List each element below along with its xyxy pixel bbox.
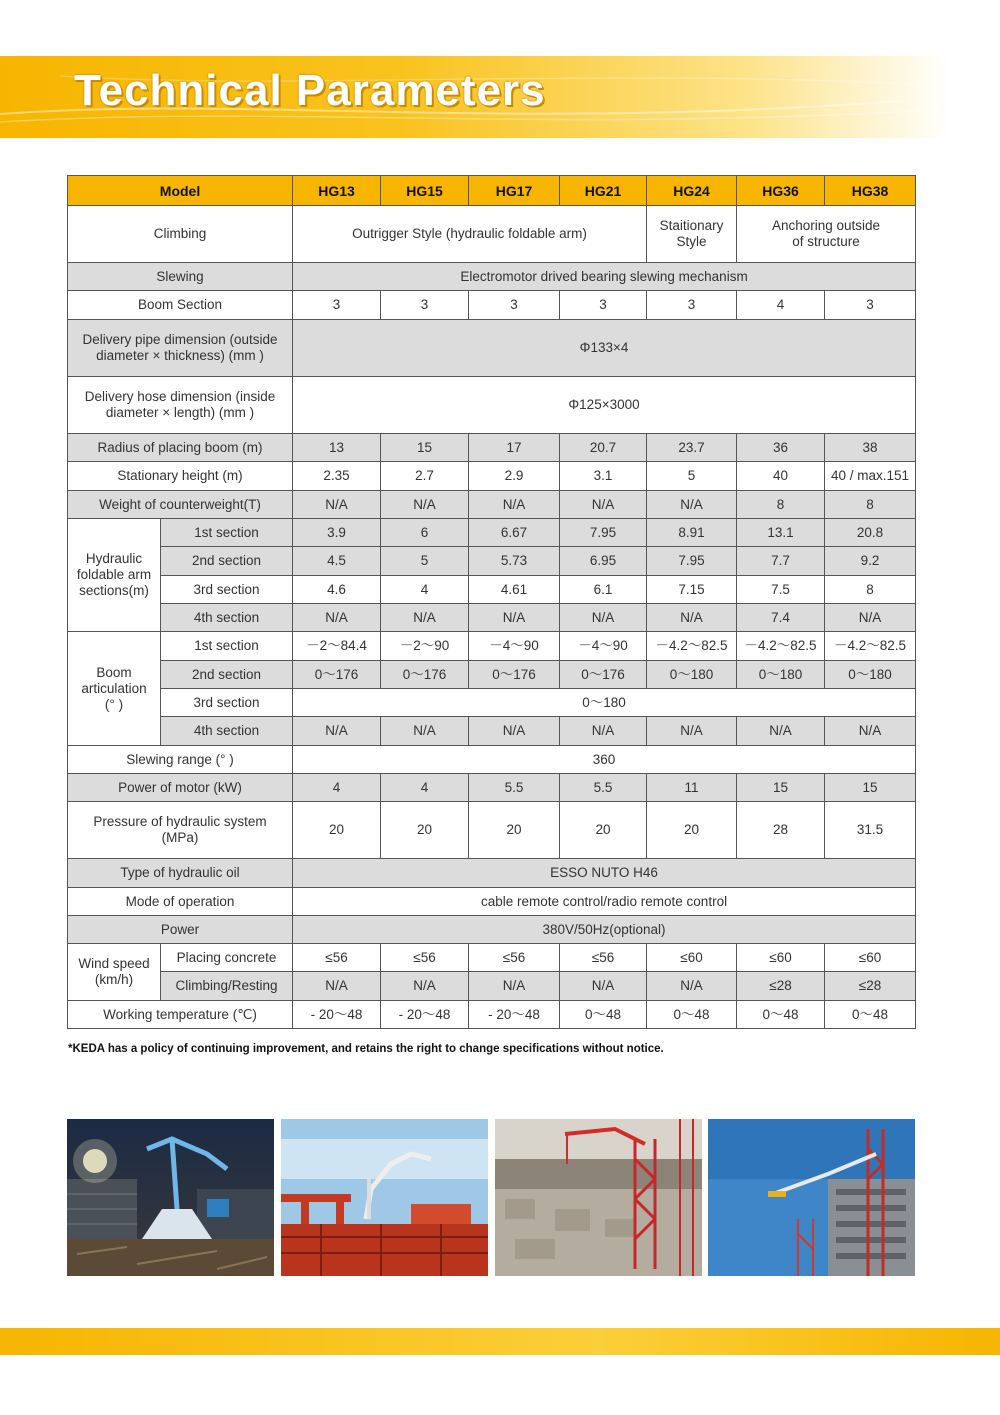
row-label: Weight of counterweight(T) bbox=[68, 491, 293, 519]
table-cell: 7.4 bbox=[737, 604, 825, 632]
table-cell: cable remote control/radio remote control bbox=[293, 888, 916, 916]
cell-line: Anchoring outside bbox=[771, 218, 881, 233]
table-cell: 15 bbox=[381, 434, 469, 462]
table-cell: Φ125×3000 bbox=[293, 377, 916, 434]
hydraulic-arm-row bbox=[68, 519, 916, 547]
row-label: Climbing bbox=[68, 206, 293, 263]
table-cell: 4.5 bbox=[293, 547, 381, 576]
climbing-row bbox=[68, 206, 916, 263]
table-cell: 0～48 bbox=[647, 1001, 737, 1029]
climbing-anchoring-cell bbox=[737, 206, 916, 263]
table-cell: Φ133×4 bbox=[293, 320, 916, 377]
row-label: 2nd section bbox=[161, 661, 293, 689]
table-cell: 23.7 bbox=[647, 434, 737, 462]
table-cell: 5 bbox=[381, 547, 469, 576]
table-cell: 8 bbox=[825, 491, 916, 519]
cell-line: Delivery hose dimension (inside bbox=[84, 389, 276, 404]
hydraulic-arm-row bbox=[68, 604, 916, 632]
table-cell: －4.2～82.5 bbox=[737, 632, 825, 661]
hydraulic-arm-group-label bbox=[68, 519, 161, 632]
cell-line: diameter × thickness) (mm ) bbox=[96, 348, 264, 363]
model-header-cell: HG15 bbox=[381, 176, 469, 206]
power-row bbox=[68, 916, 916, 944]
hydraulic-oil-row bbox=[68, 859, 916, 888]
table-cell: 0～48 bbox=[560, 1001, 647, 1029]
table-cell: 3 bbox=[381, 291, 469, 320]
table-cell: N/A bbox=[293, 972, 381, 1001]
row-label: 3rd section bbox=[161, 689, 293, 717]
row-label: Boom Section bbox=[68, 291, 293, 320]
table-cell: 7.95 bbox=[647, 547, 737, 576]
red-steel-structure-photo bbox=[281, 1119, 488, 1276]
table-cell: 3.1 bbox=[560, 462, 647, 491]
table-cell: 5.73 bbox=[469, 547, 560, 576]
delivery-pipe-row bbox=[68, 320, 916, 377]
disclaimer-note: *KEDA has a policy of continuing improvement, and retains the right to change specifications without notice. bbox=[68, 1043, 664, 1055]
table-cell: 360 bbox=[293, 746, 916, 774]
pressure-row bbox=[68, 802, 916, 859]
cell-line: sections(m) bbox=[79, 583, 149, 598]
table-cell: 4 bbox=[381, 576, 469, 604]
table-cell: 28 bbox=[737, 802, 825, 859]
foundation-pit-photo bbox=[495, 1119, 702, 1276]
table-cell: 0～176 bbox=[560, 661, 647, 689]
table-cell: 13.1 bbox=[737, 519, 825, 547]
table-cell: 20.8 bbox=[825, 519, 916, 547]
table-cell: 0～180 bbox=[647, 661, 737, 689]
table-cell: 3 bbox=[647, 291, 737, 320]
table-cell: 4.6 bbox=[293, 576, 381, 604]
table-cell: ≤28 bbox=[737, 972, 825, 1001]
row-label: 4th section bbox=[161, 717, 293, 746]
row-label: 1st section bbox=[161, 519, 293, 547]
tower-building-photo bbox=[708, 1119, 915, 1276]
row-label: Slewing bbox=[68, 263, 293, 291]
row-label: Climbing/Resting bbox=[161, 972, 293, 1001]
cell-line: Boom bbox=[96, 664, 132, 680]
table-cell: 7.15 bbox=[647, 576, 737, 604]
table-cell: 40 bbox=[737, 462, 825, 491]
hydraulic-arm-row bbox=[68, 576, 916, 604]
boom-articulation-row bbox=[68, 689, 916, 717]
table-cell: 7.7 bbox=[737, 547, 825, 576]
table-cell: N/A bbox=[560, 491, 647, 519]
row-label: Radius of placing boom (m) bbox=[68, 434, 293, 462]
table-cell: ≤56 bbox=[381, 944, 469, 972]
table-cell: 0～180 bbox=[293, 689, 916, 717]
power-motor-row bbox=[68, 774, 916, 802]
model-header-cell: HG17 bbox=[469, 176, 560, 206]
table-cell: 7.5 bbox=[737, 576, 825, 604]
table-cell: 6 bbox=[381, 519, 469, 547]
table-cell: 5.5 bbox=[469, 774, 560, 802]
table-cell: －2～84.4 bbox=[293, 632, 381, 661]
row-label bbox=[68, 377, 293, 434]
table-cell: N/A bbox=[825, 604, 916, 632]
model-header-cell: HG13 bbox=[293, 176, 381, 206]
table-cell: N/A bbox=[647, 491, 737, 519]
wind-speed-group-label bbox=[68, 944, 161, 1001]
table-cell: 5 bbox=[647, 462, 737, 491]
counterweight-row bbox=[68, 491, 916, 519]
table-cell: N/A bbox=[381, 717, 469, 746]
climbing-stationary-cell bbox=[647, 206, 737, 263]
boom-articulation-row bbox=[68, 632, 916, 661]
row-label: 2nd section bbox=[161, 547, 293, 576]
table-cell: 6.95 bbox=[560, 547, 647, 576]
row-label bbox=[68, 802, 293, 859]
table-cell: 5.5 bbox=[560, 774, 647, 802]
table-cell: Electromotor drived bearing slewing mechanism bbox=[293, 263, 916, 291]
slewing-row bbox=[68, 263, 916, 291]
table-cell: N/A bbox=[293, 604, 381, 632]
table-cell: 38 bbox=[825, 434, 916, 462]
table-cell: N/A bbox=[381, 491, 469, 519]
cell-line: (km/h) bbox=[94, 972, 134, 987]
climbing-outrigger-cell: Outrigger Style (hydraulic foldable arm) bbox=[293, 206, 647, 263]
model-header: Model bbox=[68, 176, 293, 206]
table-cell: 20 bbox=[381, 802, 469, 859]
table-cell: N/A bbox=[293, 491, 381, 519]
cell-line: Pressure of hydraulic system bbox=[93, 814, 267, 829]
stationary-height-row bbox=[68, 462, 916, 491]
hydraulic-arm-row bbox=[68, 547, 916, 576]
table-cell: 11 bbox=[647, 774, 737, 802]
table-cell: 4 bbox=[293, 774, 381, 802]
table-cell: 20 bbox=[560, 802, 647, 859]
table-cell: 7.95 bbox=[560, 519, 647, 547]
cell-line: Wind speed bbox=[78, 956, 150, 971]
table-cell: 380V/50Hz(optional) bbox=[293, 916, 916, 944]
row-label: Power of motor (kW) bbox=[68, 774, 293, 802]
table-cell: ≤56 bbox=[469, 944, 560, 972]
wind-speed-row bbox=[68, 972, 916, 1001]
table-cell: ≤60 bbox=[825, 944, 916, 972]
header-row bbox=[68, 176, 916, 206]
table-cell: - 20～48 bbox=[469, 1001, 560, 1029]
table-cell: ≤60 bbox=[647, 944, 737, 972]
table-cell: ≤56 bbox=[293, 944, 381, 972]
row-label bbox=[68, 320, 293, 377]
table-cell: 3 bbox=[560, 291, 647, 320]
cell-line: Staitionary bbox=[659, 218, 724, 233]
table-cell: ≤56 bbox=[560, 944, 647, 972]
table-cell: 31.5 bbox=[825, 802, 916, 859]
table-cell: N/A bbox=[560, 972, 647, 1001]
table-cell: 0～48 bbox=[825, 1001, 916, 1029]
table-cell: N/A bbox=[469, 972, 560, 1001]
table-cell: 4 bbox=[737, 291, 825, 320]
model-header-cell: HG36 bbox=[737, 176, 825, 206]
delivery-hose-row bbox=[68, 377, 916, 434]
table-cell: 15 bbox=[825, 774, 916, 802]
table-cell: N/A bbox=[560, 717, 647, 746]
table-cell: 20 bbox=[293, 802, 381, 859]
table-cell: N/A bbox=[293, 717, 381, 746]
table-cell: 0～48 bbox=[737, 1001, 825, 1029]
row-label: Power bbox=[68, 916, 293, 944]
model-header-cell: HG24 bbox=[647, 176, 737, 206]
working-temperature-row bbox=[68, 1001, 916, 1029]
table-cell: N/A bbox=[469, 604, 560, 632]
table-cell: 4 bbox=[381, 774, 469, 802]
table-cell: 8 bbox=[737, 491, 825, 519]
cell-line: Style bbox=[676, 234, 707, 249]
wind-speed-row bbox=[68, 944, 916, 972]
table-cell: 36 bbox=[737, 434, 825, 462]
boom-articulation-row bbox=[68, 717, 916, 746]
table-cell: 0～176 bbox=[469, 661, 560, 689]
table-cell: N/A bbox=[647, 604, 737, 632]
row-label: Stationary height (m) bbox=[68, 462, 293, 491]
row-label: Placing concrete bbox=[161, 944, 293, 972]
table-cell: 9.2 bbox=[825, 547, 916, 576]
operation-row bbox=[68, 888, 916, 916]
table-cell: N/A bbox=[737, 717, 825, 746]
table-cell: 20 bbox=[469, 802, 560, 859]
row-label: 1st section bbox=[161, 632, 293, 661]
table-cell: 6.1 bbox=[560, 576, 647, 604]
table-cell: N/A bbox=[825, 717, 916, 746]
boom-articulation-group-label bbox=[68, 632, 161, 746]
table-cell: 2.35 bbox=[293, 462, 381, 491]
table-cell: 0～176 bbox=[381, 661, 469, 689]
table-cell: N/A bbox=[469, 717, 560, 746]
table-cell: 4.61 bbox=[469, 576, 560, 604]
table-cell: －4.2～82.5 bbox=[825, 632, 916, 661]
cell-line: Delivery pipe dimension (outside bbox=[82, 332, 278, 347]
table-cell: －2～90 bbox=[381, 632, 469, 661]
row-label: Type of hydraulic oil bbox=[68, 859, 293, 888]
cell-line: (MPa) bbox=[161, 830, 199, 845]
table-cell: N/A bbox=[469, 491, 560, 519]
table-cell: 3.9 bbox=[293, 519, 381, 547]
table-cell: 2.9 bbox=[469, 462, 560, 491]
night-construction-site-photo bbox=[67, 1119, 274, 1276]
table-cell: N/A bbox=[381, 604, 469, 632]
table-cell: 0～176 bbox=[293, 661, 381, 689]
table-cell: ESSO NUTO H46 bbox=[293, 859, 916, 888]
table-cell: 6.67 bbox=[469, 519, 560, 547]
technical-parameters-table bbox=[67, 175, 916, 1029]
table-cell: －4～90 bbox=[469, 632, 560, 661]
row-label: Working temperature (℃) bbox=[68, 1001, 293, 1029]
table-cell: 20 bbox=[647, 802, 737, 859]
table-cell: - 20～48 bbox=[381, 1001, 469, 1029]
boom-section-row bbox=[68, 291, 916, 320]
table-cell: N/A bbox=[560, 604, 647, 632]
table-cell: 15 bbox=[737, 774, 825, 802]
table-cell: 2.7 bbox=[381, 462, 469, 491]
table-cell: - 20～48 bbox=[293, 1001, 381, 1029]
table-cell: 0～180 bbox=[825, 661, 916, 689]
table-cell: 20.7 bbox=[560, 434, 647, 462]
cell-line: (° ) bbox=[104, 696, 124, 712]
table-cell: 0～180 bbox=[737, 661, 825, 689]
row-label: 3rd section bbox=[161, 576, 293, 604]
page-title: Technical Parameters bbox=[74, 66, 546, 115]
table-cell: N/A bbox=[381, 972, 469, 1001]
row-label: 4th section bbox=[161, 604, 293, 632]
table-cell: 3 bbox=[469, 291, 560, 320]
footer-bar bbox=[0, 1328, 1000, 1355]
table-cell: 3 bbox=[293, 291, 381, 320]
table-cell: 13 bbox=[293, 434, 381, 462]
table-cell: 8 bbox=[825, 576, 916, 604]
table-cell: －4.2～82.5 bbox=[647, 632, 737, 661]
cell-line: Hydraulic bbox=[85, 551, 143, 566]
cell-line: foldable arm bbox=[76, 567, 152, 582]
table-cell: 3 bbox=[825, 291, 916, 320]
radius-row bbox=[68, 434, 916, 462]
row-label: Slewing range (° ) bbox=[68, 746, 293, 774]
table-cell: N/A bbox=[647, 972, 737, 1001]
cell-line: diameter × length) (mm ) bbox=[105, 405, 255, 420]
table-cell: 17 bbox=[469, 434, 560, 462]
table-cell: ≤60 bbox=[737, 944, 825, 972]
model-header-cell: HG38 bbox=[825, 176, 916, 206]
table-cell: 40 / max.151 bbox=[825, 462, 916, 491]
cell-line: of structure bbox=[792, 234, 860, 249]
model-header-cell: HG21 bbox=[560, 176, 647, 206]
row-label: Mode of operation bbox=[68, 888, 293, 916]
table-cell: N/A bbox=[647, 717, 737, 746]
slewing-range-row bbox=[68, 746, 916, 774]
table-cell: －4～90 bbox=[560, 632, 647, 661]
table-cell: 8.91 bbox=[647, 519, 737, 547]
boom-articulation-row bbox=[68, 661, 916, 689]
cell-line: articulation bbox=[81, 680, 147, 696]
table-cell: ≤28 bbox=[825, 972, 916, 1001]
